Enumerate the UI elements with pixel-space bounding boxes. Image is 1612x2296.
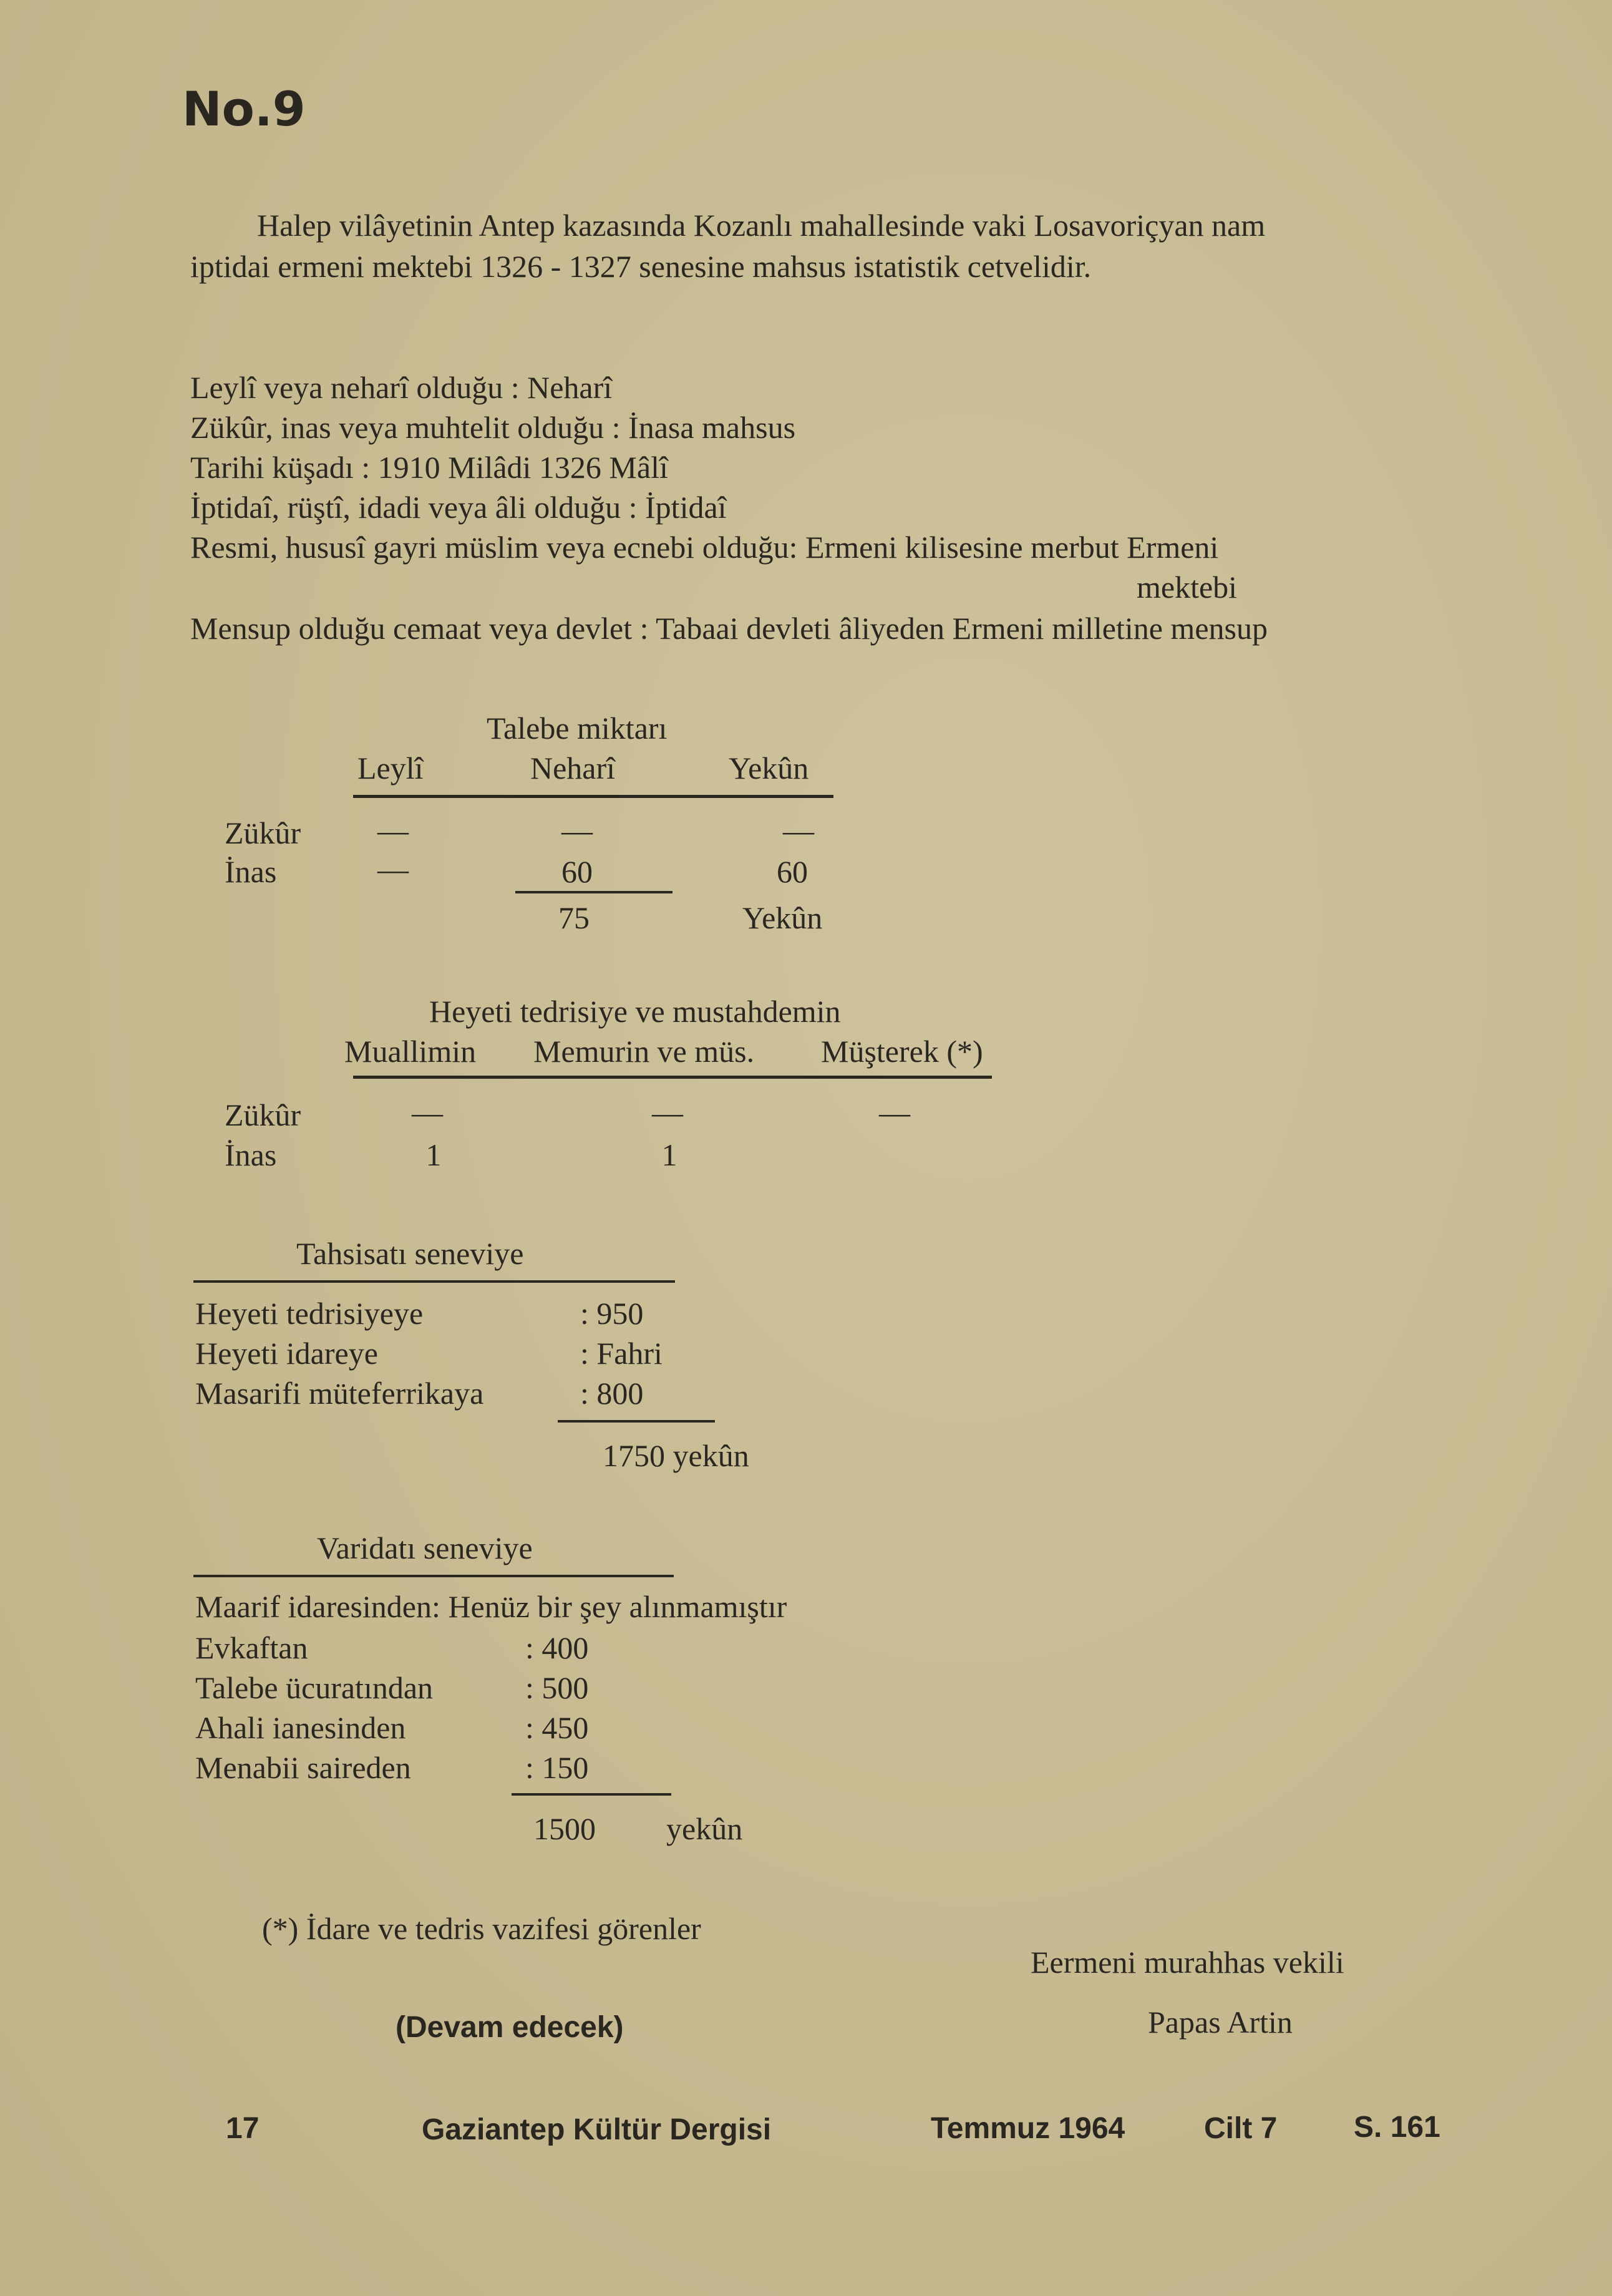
- expense-value: : Fahri: [580, 1336, 663, 1371]
- revenue-label: Ahali ianesinden: [195, 1710, 406, 1745]
- staff-header-musterek: Müşterek (*): [821, 1034, 983, 1069]
- expenses-sum-rule: [558, 1420, 715, 1423]
- revenue-sum-rule: [512, 1793, 671, 1796]
- revenue-label: Menabii saireden: [195, 1750, 411, 1785]
- students-title: Talebe miktarı: [487, 711, 668, 746]
- expense-label: Heyeti idareye: [195, 1336, 378, 1371]
- footer-journal: Gaziantep Kültür Dergisi: [422, 2113, 772, 2146]
- revenue-value: : 400: [525, 1630, 589, 1665]
- staff-cell: —: [879, 1095, 910, 1130]
- revenue-value: : 500: [525, 1670, 589, 1705]
- signature-role: Eermeni murahhas vekili: [1031, 1945, 1344, 1980]
- expense-label: Heyeti tedrisiyeye: [195, 1296, 424, 1331]
- students-cell: —: [561, 813, 593, 848]
- revenue-first-line: Maarif idaresinden: Henüz bir şey alınmamıştır: [195, 1589, 787, 1624]
- staff-cell: 1: [661, 1137, 677, 1172]
- staff-title: Heyeti tedrisiye ve mustahdemin: [429, 994, 841, 1029]
- continued-note: (Devam edecek): [396, 2011, 624, 2044]
- info-line-community: Mensup olduğu cemaat veya devlet : Tabaai devleti âliyeden Ermeni milletine mensup: [190, 611, 1268, 646]
- students-cell: 60: [561, 854, 593, 889]
- expense-value: : 800: [580, 1376, 644, 1411]
- revenue-total-value: 1500: [533, 1811, 596, 1846]
- students-header-nehari: Neharî: [530, 751, 616, 786]
- footer-issue: S. 161: [1354, 2111, 1440, 2144]
- students-total: 75: [558, 900, 590, 935]
- footnote: (*) İdare ve tedris vazifesi görenler: [262, 1911, 701, 1946]
- expense-value: : 950: [580, 1296, 644, 1331]
- staff-row-label: İnas: [225, 1137, 277, 1172]
- students-header-yekun: Yekûn: [729, 751, 809, 786]
- students-total-label: Yekûn: [742, 900, 823, 935]
- revenue-total-label: yekûn: [666, 1811, 743, 1846]
- info-line-day-type: Leylî veya neharî olduğu : Neharî: [190, 370, 613, 405]
- footer-volume: Cilt 7: [1204, 2112, 1278, 2145]
- staff-row-label: Zükûr: [225, 1097, 301, 1132]
- students-cell: —: [377, 813, 409, 848]
- expenses-title-rule: [193, 1280, 675, 1283]
- staff-cell: 1: [425, 1137, 442, 1172]
- info-line-status: Resmi, hususî gayri müslim veya ecnebi olduğu: Ermeni kilisesine merbut Ermeni: [190, 530, 1219, 565]
- students-header-leyli: Leylî: [357, 751, 424, 786]
- info-line-level: İptidaî, rüştî, idadi veya âli olduğu : İptidaî: [190, 490, 727, 525]
- staff-header-muallimin: Muallimin: [344, 1034, 477, 1069]
- revenue-title-rule: [193, 1575, 674, 1577]
- staff-cell: —: [412, 1095, 443, 1130]
- students-cell: 60: [777, 854, 808, 889]
- expenses-title: Tahsisatı seneviye: [296, 1236, 524, 1271]
- students-row-label: Zükûr: [225, 815, 301, 850]
- signature-name: Papas Artin: [1148, 2005, 1293, 2040]
- document-number: No.9: [182, 81, 306, 137]
- intro-line-1: Halep vilâyetinin Antep kazasında Kozanlı mahallesinde vaki Losavoriçyan nam: [257, 208, 1266, 243]
- students-cell: —: [783, 813, 814, 848]
- students-header-rule: [353, 795, 833, 798]
- revenue-label: Evkaftan: [195, 1630, 308, 1665]
- footer-page-number: 17: [226, 2112, 260, 2145]
- staff-header-memurin: Memurin ve müs.: [533, 1034, 755, 1069]
- revenue-label: Talebe ücuratından: [195, 1670, 434, 1705]
- revenue-value: : 150: [525, 1750, 589, 1785]
- footer-date: Temmuz 1964: [931, 2112, 1125, 2145]
- staff-cell: —: [652, 1095, 683, 1130]
- students-sum-rule: [515, 891, 672, 893]
- info-line-founded: Tarihi küşadı : 1910 Milâdi 1326 Mâlî: [190, 450, 668, 485]
- students-row-label: İnas: [225, 854, 277, 889]
- expenses-total: 1750 yekûn: [603, 1438, 749, 1473]
- info-line-status-cont: mektebi: [1137, 570, 1238, 605]
- revenue-value: : 450: [525, 1710, 589, 1745]
- info-line-gender: Zükûr, inas veya muhtelit olduğu : İnasa mahsus: [190, 410, 796, 445]
- staff-header-rule: [353, 1076, 992, 1079]
- expense-label: Masarifi müteferrikaya: [195, 1376, 484, 1411]
- revenue-title: Varidatı seneviye: [317, 1530, 533, 1565]
- students-cell: —: [377, 852, 409, 887]
- intro-line-2: iptidai ermeni mektebi 1326 - 1327 senesine mahsus istatistik cetvelidir.: [190, 249, 1092, 284]
